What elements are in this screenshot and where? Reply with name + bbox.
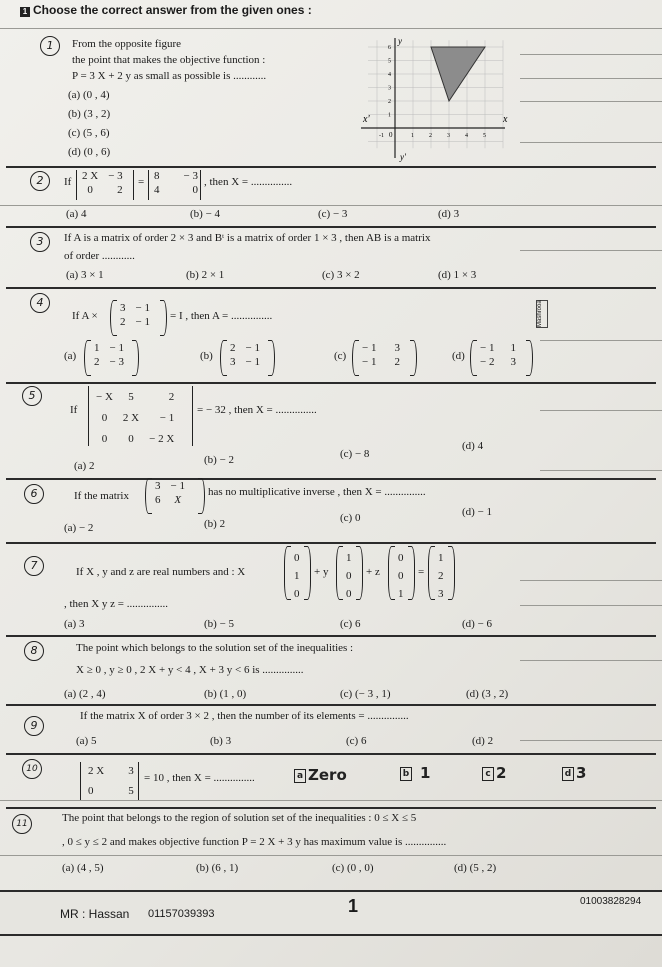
q7-pre: If X , y and z are real numbers and : X: [76, 566, 246, 578]
q4-option-a-matrix: 1 − 1 2 − 3: [94, 342, 124, 368]
q5-option-a[interactable]: (a) 2: [74, 460, 95, 472]
q1-text-line1: From the opposite figure: [72, 38, 182, 50]
q8-option-d[interactable]: (d) (3 , 2): [466, 688, 509, 700]
y-tick-label: 4: [388, 72, 391, 78]
q11-option-c[interactable]: (c) (0 , 0): [332, 862, 374, 874]
q7-plus-z: + z: [366, 566, 380, 578]
q3-option-b[interactable]: (b) 2 × 1: [186, 269, 225, 281]
q6-rest: has no multiplicative inverse , then X = ...............: [208, 486, 426, 498]
q7-option-c[interactable]: (c) 6: [340, 618, 361, 630]
q8-option-a[interactable]: (a) (2 , 4): [64, 688, 106, 700]
q1-text-line2: the point that makes the objective function :: [72, 54, 266, 66]
q10-determinant: 2 X 3 0 5: [88, 765, 134, 797]
q7-option-d[interactable]: (d) − 6: [462, 618, 493, 630]
q4-option-b-matrix: 2 − 1 3 − 1: [230, 342, 260, 368]
q7-option-b[interactable]: (b) − 5: [204, 618, 235, 630]
q4-option-a[interactable]: (a): [64, 350, 77, 362]
q7-vector-3: 0 0 1: [398, 552, 404, 600]
page-footer: [0, 890, 662, 936]
q1-option-a[interactable]: (a) (0 , 4): [68, 89, 110, 101]
question-number: 4: [30, 293, 50, 313]
q8-text-line2: X ≥ 0 , y ≥ 0 , 2 X + y < 4 , X + 3 y < 6 is ...............: [76, 664, 304, 676]
question-number: 3: [30, 232, 50, 252]
q11-text-line2: , 0 ≤ y ≤ 2 and makes objective function P = 2 X + 3 y has maximum value is ...............: [62, 836, 447, 848]
question-number: 2: [30, 171, 50, 191]
x-tick-label: 4: [465, 133, 468, 139]
page-number: 1: [348, 896, 359, 916]
q2-then: , then X = ...............: [204, 176, 293, 188]
q1-graph: [355, 34, 515, 164]
y-tick-labels: [388, 45, 391, 119]
q10-rest: = 10 , then X = ...............: [144, 772, 255, 784]
section-badge: 1: [20, 7, 30, 17]
q7-vector-1: 0 1 0: [294, 552, 300, 600]
q4-option-d-matrix: − 1 1 − 2 3: [480, 342, 516, 368]
q6-option-b[interactable]: (b) 2: [204, 518, 226, 530]
x-label: x: [503, 114, 508, 125]
x-tick-labels: [411, 133, 486, 139]
q4-rest: = I , then A = ...............: [170, 310, 273, 322]
q10-answer-b[interactable]: b 1: [400, 764, 430, 782]
q11-option-b[interactable]: (b) (6 , 1): [196, 862, 239, 874]
q6-option-d[interactable]: (d) − 1: [462, 506, 493, 518]
q5-option-c[interactable]: (c) − 8: [340, 448, 370, 460]
q11-option-d[interactable]: (d) (5 , 2): [454, 862, 497, 874]
x-tick-label: 1: [411, 133, 414, 139]
x-neg-label: x': [363, 114, 370, 125]
q2-option-b[interactable]: (b) − 4: [190, 208, 221, 220]
q11-text-line1: The point that belongs to the region of solution set of the inequalities : 0 ≤ X ≤ 5: [62, 812, 417, 824]
teacher-name: MR : Hassan: [60, 907, 130, 921]
question-number: 10: [22, 759, 42, 779]
x-tick-label: 5: [483, 133, 486, 139]
q10-answer-c[interactable]: c 2: [482, 764, 506, 782]
q6-option-c[interactable]: (c) 0: [340, 512, 361, 524]
q5-option-b[interactable]: (b) − 2: [204, 454, 235, 466]
question-number: 6: [24, 484, 44, 504]
origin-label: 0: [389, 131, 393, 139]
q7-equals: =: [418, 566, 425, 578]
q3-text-line2: of order ............: [64, 250, 135, 262]
q9-option-c[interactable]: (c) 6: [346, 735, 367, 747]
teacher-phone: 01157039393: [148, 908, 215, 920]
y-label: y: [398, 36, 402, 46]
q2-option-a[interactable]: (a) 4: [66, 208, 87, 220]
q8-option-b[interactable]: (b) (1 , 0): [204, 688, 247, 700]
q5-if: If: [70, 404, 78, 416]
q2-det-left: 2 X − 3 0 2: [82, 170, 123, 196]
q2-equals: =: [138, 176, 145, 188]
q9-text-line1: If the matrix X of order 3 × 2 , then the number of its elements = ...............: [80, 710, 409, 722]
y-neg-label: y': [400, 152, 406, 162]
x-tick-label: 3: [447, 133, 450, 139]
q3-option-a[interactable]: (a) 3 × 1: [66, 269, 104, 281]
q9-option-d[interactable]: (d) 2: [472, 735, 494, 747]
q4-option-b[interactable]: (b): [200, 350, 213, 362]
q2-option-d[interactable]: (d) 3: [438, 208, 460, 220]
q7-vector-result: 1 2 3: [438, 552, 444, 600]
q8-text-line1: The point which belongs to the solution set of the inequalities :: [76, 642, 354, 654]
q1-option-b[interactable]: (b) (3 , 2): [68, 108, 111, 120]
y-tick-label: 3: [388, 85, 391, 92]
q3-text-line1: If A is a matrix of order 2 × 3 and Bᵗ is a matrix of order 1 × 3 , then AB is a matrix: [64, 232, 431, 244]
secondary-phone: 01003828294: [580, 896, 642, 907]
q7-text-line2: , then X y z = ...............: [64, 598, 168, 610]
q7-plus-y: + y: [314, 566, 329, 578]
q5-rest: = − 32 , then X = ...............: [197, 404, 317, 416]
question-number: 11: [12, 814, 32, 834]
q8-option-c[interactable]: (c) (− 3 , 1): [340, 688, 391, 700]
q3-option-d[interactable]: (d) 1 × 3: [438, 269, 477, 281]
q4-matrix: 3 − 1 2 − 1: [120, 302, 150, 328]
q9-option-b[interactable]: (b) 3: [210, 735, 232, 747]
q7-vector-2: 1 0 0: [346, 552, 352, 600]
q5-determinant: − X 5 2 0 2 X − 1 0 0 − 2 X: [96, 391, 175, 445]
q4-option-c[interactable]: (c): [334, 350, 347, 362]
q4-option-d[interactable]: (d): [452, 350, 465, 362]
question-number: 1: [40, 36, 60, 56]
q6-option-a[interactable]: (a) − 2: [64, 522, 94, 534]
stamp-mark: Mashrooa: [536, 300, 548, 328]
q10-answer-a[interactable]: a Zero: [294, 766, 347, 784]
heading-text: Choose the correct answer from the given ones :: [33, 3, 312, 17]
question-number: 9: [24, 716, 44, 736]
q6-matrix: 3 − 1 6 X: [155, 480, 185, 506]
q1-option-d[interactable]: (d) (0 , 6): [68, 146, 111, 158]
instructions-heading: [20, 3, 312, 17]
y-tick-label: 1: [388, 112, 391, 119]
q10-answer-d[interactable]: d 3: [562, 764, 586, 782]
question-number: 8: [24, 641, 44, 661]
q1-option-c[interactable]: (c) (5 , 6): [68, 127, 110, 139]
q6-pre: If the matrix: [74, 490, 129, 502]
q5-option-d[interactable]: (d) 4: [462, 440, 484, 452]
q3-option-c[interactable]: (c) 3 × 2: [322, 269, 360, 281]
x-tick-label: 2: [429, 133, 432, 139]
y-tick-label: 5: [388, 58, 391, 65]
q2-option-c[interactable]: (c) − 3: [318, 208, 348, 220]
y-tick-label: 6: [388, 45, 391, 51]
question-number: 5: [22, 386, 42, 406]
y-tick-label: 2: [388, 99, 391, 105]
q2-if: If: [64, 176, 72, 188]
q4-option-c-matrix: − 1 3 − 1 2: [362, 342, 400, 368]
q9-option-a[interactable]: (a) 5: [76, 735, 97, 747]
neg-tick-label: -1: [379, 133, 384, 139]
q1-text-line3: P = 3 X + 2 y as small as possible is ............: [72, 70, 267, 82]
question-number: 7: [24, 556, 44, 576]
q11-option-a[interactable]: (a) (4 , 5): [62, 862, 104, 874]
q4-if: If A ×: [72, 310, 98, 322]
q7-option-a[interactable]: (a) 3: [64, 618, 85, 630]
q2-det-right: 8 − 3 4 0: [154, 170, 198, 196]
